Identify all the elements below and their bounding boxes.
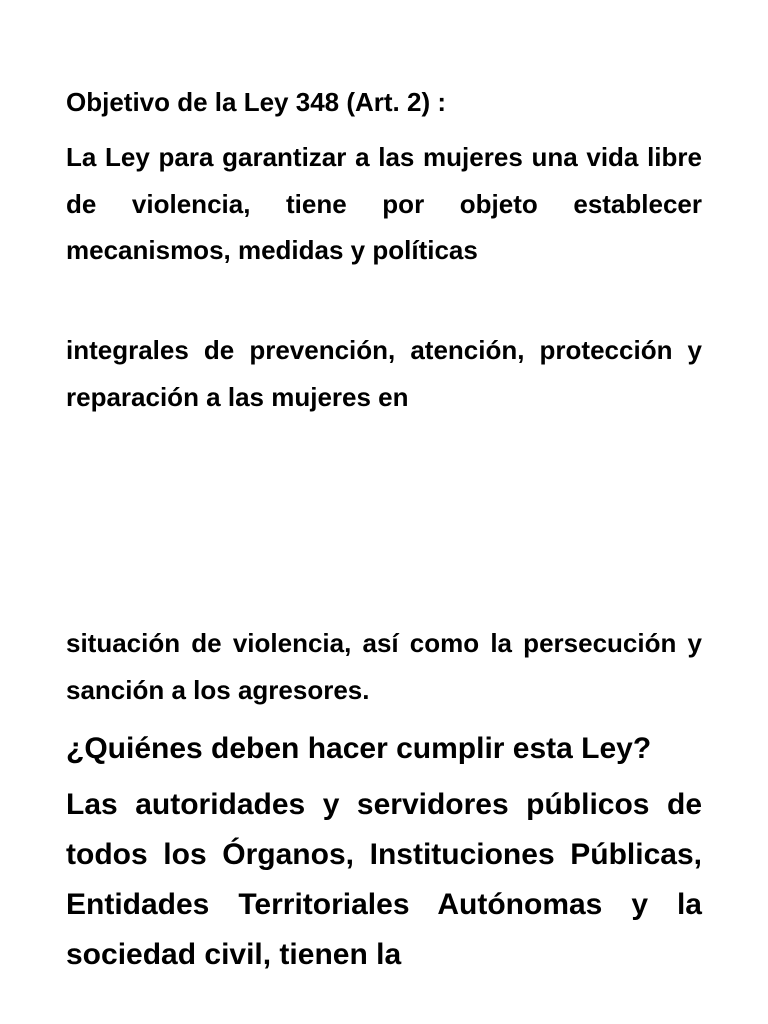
objective-paragraph-3: situación de violencia, así como la persecución y sanción a los agresores. [66, 628, 702, 705]
authorities-paragraph: Las autoridades y servidores públicos de todos los Órganos, Instituciones Públicas, Entidades Territoriales Autónomas y la sociedad civil, tienen la [66, 788, 702, 971]
document-page [66, 0, 702, 1024]
objective-paragraph-2: integrales de prevención, atención, protección y reparación a las mujeres en [66, 335, 702, 412]
question-heading: ¿Quiénes deben hacer cumplir esta Ley? [66, 732, 652, 765]
objective-paragraph-1: La Ley para garantizar a las mujeres una vida libre de violencia, tiene por objeto establecer mecanismos, medidas y políticas [66, 142, 702, 265]
objective-heading: Objetivo de la Ley 348 (Art. 2) : [66, 87, 446, 117]
